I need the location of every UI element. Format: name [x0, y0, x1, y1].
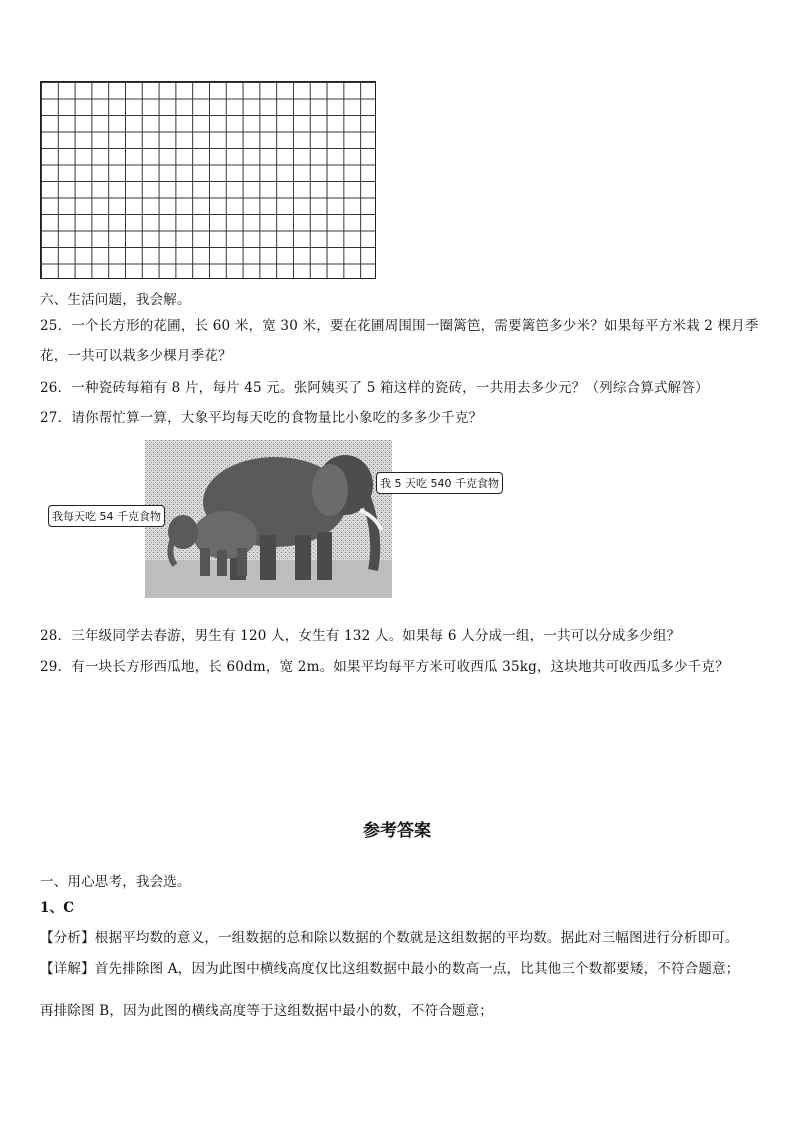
- question-27: 27．请你帮忙算一算，大象平均每天吃的食物量比小象吃的多多少千克？: [40, 410, 483, 426]
- section-heading: 六、生活问题，我会解。: [40, 292, 191, 308]
- analysis-text: 【分析】根据平均数的意义，一组数据的总和除以数据的个数就是这组数据的平均数。据此对三幅图进行分析即可。: [40, 930, 739, 946]
- answers-section-heading: 一、用心思考，我会选。: [40, 874, 191, 890]
- question-28: 28．三年级同学去春游，男生有 120 人，女生有 132 人。如果每 6 人分成一组，一共可以分成多少组？: [40, 628, 681, 644]
- detail-text: 【详解】首先排除图 A，因为此图中横线高度仅比这组数据中最小的数高一点，比其他三个数都要矮，不符合题意；: [40, 961, 740, 977]
- question-29: 29．有一块长方形西瓜地，长 60dm，宽 2m。如果平均每平方米可收西瓜 35kg，这块地共可收西瓜多少千克？: [40, 659, 729, 675]
- question-26: 26．一种瓷砖每箱有 8 片，每片 45 元。张阿姨买了 5 箱这样的瓷砖，一共用去多少元？（列综合算式解答）: [40, 380, 709, 396]
- answer-grid: [40, 81, 376, 279]
- elephants-photo: [145, 440, 392, 598]
- question-25-line2: 花，一共可以栽多少棵月季花？: [40, 348, 232, 364]
- detail-text-2: 再排除图 B，因为此图的横线高度等于这组数据中最小的数，不符合题意；: [40, 1003, 494, 1019]
- question-25-line1: 25．一个长方形的花圃，长 60 米，宽 30 米，要在花圃周围围一圈篱笆，需要篱笆多少米？如果每平方米栽 2 棵月季: [40, 318, 759, 334]
- answer-1: 1、C: [40, 900, 75, 916]
- answers-title: 参考答案: [363, 821, 431, 841]
- speech-bubble-big-elephant: 我 5 天吃 540 千克食物: [376, 472, 503, 494]
- speech-bubble-small-elephant: 我每天吃 54 千克食物: [48, 505, 165, 527]
